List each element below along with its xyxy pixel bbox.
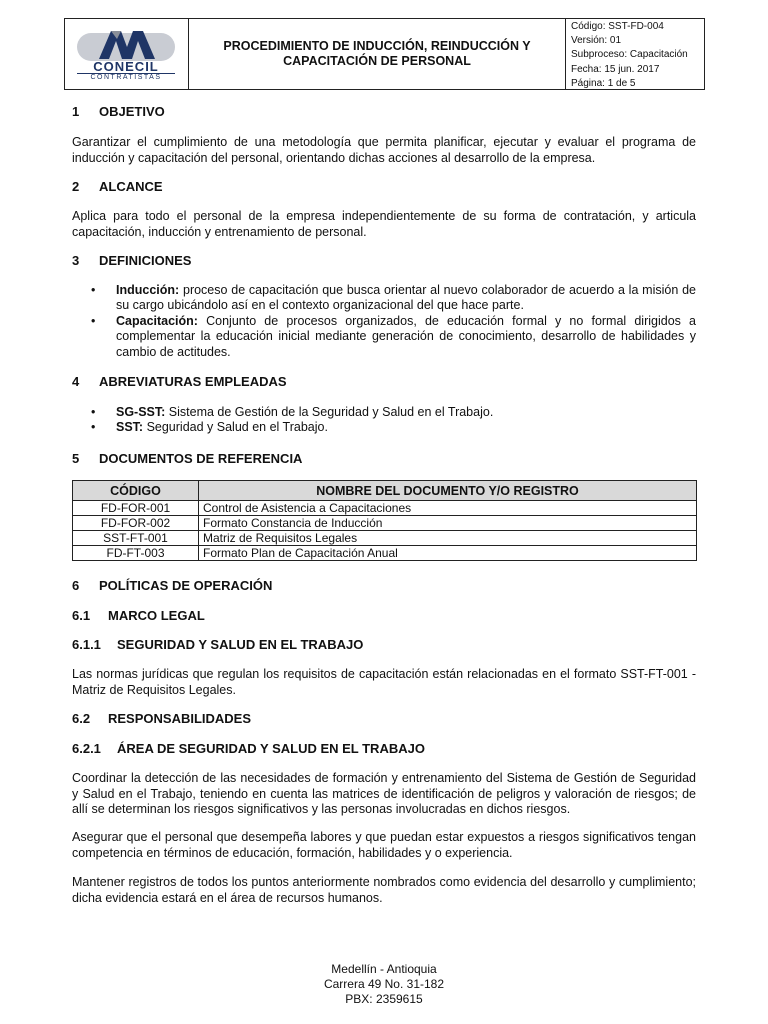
footer-phone: PBX: 2359615 bbox=[345, 992, 423, 1006]
section-title: OBJETIVO bbox=[99, 104, 165, 119]
section-heading-documentos bbox=[72, 451, 302, 466]
cell-name: Control de Asistencia a Capacitaciones bbox=[199, 501, 697, 516]
section-heading-area-sst bbox=[72, 741, 425, 756]
paragraph-coordinar: Coordinar la detección de las necesidades de formación y entrenamiento del Sistema de Gestión de Seguridad y Salud en el Trabajo, teniendo en cuenta las matrices de identificación de peligros y valoración de riesgos; de allí se determinan los riesgos significativos y las personas involucradas en dichos riesgos. bbox=[72, 771, 696, 817]
reference-documents-table bbox=[72, 480, 697, 561]
meta-pagina: Página: 1 de 5 bbox=[571, 77, 636, 89]
list-item bbox=[72, 405, 696, 420]
section-heading-abreviaturas bbox=[72, 374, 287, 389]
section-number: 6.2.1 bbox=[72, 741, 101, 756]
section-heading-objetivo bbox=[72, 104, 165, 119]
logo-subtext: CONTRATISTAS bbox=[77, 73, 175, 81]
cell-name: Formato Plan de Capacitación Anual bbox=[199, 546, 697, 561]
section-title: ABREVIATURAS EMPLEADAS bbox=[99, 374, 287, 389]
section-number: 6.2 bbox=[72, 711, 91, 726]
list-item bbox=[72, 283, 696, 314]
definition-term: Inducción: bbox=[116, 283, 180, 297]
paragraph-asegurar: Asegurar que el personal que desempeña labores y que puedan estar expuestos a riesgos significativos tengan competencia en términos de educación, formación, habilidades y o experiencia. bbox=[72, 830, 696, 860]
abbreviation-term: SST: bbox=[116, 420, 144, 435]
document-footer bbox=[0, 962, 768, 1007]
section-number: 6.1.1 bbox=[72, 637, 101, 652]
document-header bbox=[64, 18, 705, 90]
section-number: 2 bbox=[72, 179, 80, 194]
abbreviation-text: Seguridad y Salud en el Trabajo. bbox=[143, 420, 328, 435]
definitions-list bbox=[72, 283, 696, 360]
abbreviation-term: SG-SST: bbox=[116, 405, 166, 419]
cell-name: Matriz de Requisitos Legales bbox=[199, 531, 697, 546]
section-title: DOCUMENTOS DE REFERENCIA bbox=[99, 451, 303, 466]
section-number: 6.1 bbox=[72, 608, 91, 623]
section-heading-responsabilidades bbox=[72, 711, 251, 726]
paragraph-mantener: Mantener registros de todos los puntos anteriormente nombrados como evidencia del desarrollo y cumplimiento; dicha evidencia estará en el área de recursos humanos. bbox=[72, 875, 696, 905]
list-item bbox=[72, 420, 696, 435]
section-text-alcance: Aplica para todo el personal de la empresa independientemente de su forma de contratación, y articula capacitación, inducción y entrenamiento de personal. bbox=[72, 209, 696, 239]
section-title: SEGURIDAD Y SALUD EN EL TRABAJO bbox=[117, 637, 364, 652]
meta-subproceso: Subproceso: Capacitación bbox=[571, 49, 688, 61]
abbreviation-text: Sistema de Gestión de la Seguridad y Salud en el Trabajo. bbox=[165, 405, 494, 419]
meta-fecha: Fecha: 15 jun. 2017 bbox=[571, 63, 660, 75]
cell-name: Formato Constancia de Inducción bbox=[199, 516, 697, 531]
definition-text: Conjunto de procesos organizados, de educación formal y no formal dirigidos a complementar la educación inicial mediante generación de conocimiento, desarrollo de habilidades y cambio de actitudes. bbox=[116, 313, 696, 359]
section-number: 4 bbox=[72, 374, 80, 389]
section-heading-marco-legal bbox=[72, 608, 205, 623]
bullet-icon: • bbox=[91, 313, 96, 328]
column-header-codigo: CÓDIGO bbox=[73, 481, 199, 501]
bullet-icon: • bbox=[91, 420, 96, 435]
list-item bbox=[72, 314, 696, 360]
document-meta bbox=[566, 19, 704, 89]
section-number: 5 bbox=[72, 451, 80, 466]
section-title: ALCANCE bbox=[99, 179, 163, 194]
section-title: DEFINICIONES bbox=[99, 253, 192, 268]
section-title: RESPONSABILIDADES bbox=[108, 711, 252, 726]
document-title: PROCEDIMIENTO DE INDUCCIÓN, REINDUCCIÓN Y CAPACITACIÓN DE PERSONAL bbox=[189, 19, 566, 89]
section-title: MARCO LEGAL bbox=[108, 608, 205, 623]
section-number: 6 bbox=[72, 578, 80, 593]
logo-cell bbox=[65, 19, 189, 89]
section-title: POLÍTICAS DE OPERACIÓN bbox=[99, 578, 273, 593]
table-row bbox=[73, 516, 697, 531]
section-title: ÁREA DE SEGURIDAD Y SALUD EN EL TRABAJO bbox=[117, 741, 425, 756]
logo-name: CONECIL bbox=[93, 59, 159, 74]
section-heading-politicas bbox=[72, 578, 272, 593]
table-header-row bbox=[73, 481, 697, 501]
meta-version: Versión: 01 bbox=[571, 35, 622, 47]
table-row bbox=[73, 501, 697, 516]
logo-mark-icon bbox=[77, 27, 175, 61]
bullet-icon: • bbox=[91, 405, 96, 419]
section-number: 1 bbox=[72, 104, 80, 119]
cell-code: FD-FT-003 bbox=[73, 546, 199, 561]
cell-code: FD-FOR-001 bbox=[73, 501, 199, 516]
footer-city: Medellín - Antioquia bbox=[331, 962, 437, 976]
company-logo bbox=[77, 27, 175, 83]
cell-code: SST-FT-001 bbox=[73, 531, 199, 546]
bullet-icon: • bbox=[91, 283, 96, 297]
section-number: 3 bbox=[72, 253, 80, 268]
abbreviations-list bbox=[72, 405, 696, 436]
definition-text: proceso de capacitación que busca orientar al nuevo colaborador de acuerdo a la misión de su cargo ubicándolo así en el contexto organizacional del que hace parte. bbox=[116, 283, 696, 313]
section-heading-sst bbox=[72, 637, 363, 652]
cell-code: FD-FOR-002 bbox=[73, 516, 199, 531]
table-row bbox=[73, 546, 697, 561]
footer-address: Carrera 49 No. 31-182 bbox=[323, 977, 445, 991]
definition-term: Capacitación: bbox=[116, 313, 198, 328]
table-row bbox=[73, 531, 697, 546]
section-text-objetivo: Garantizar el cumplimiento de una metodología que permita planificar, ejecutar y evaluar el programa de inducción y capacitación del personal, orientando dichas acciones al desarrollo de la empresa. bbox=[72, 135, 696, 165]
section-heading-definiciones bbox=[72, 253, 191, 268]
section-text-sst: Las normas jurídicas que regulan los requisitos de capacitación están relacionadas en el formato SST-FT-001 - Matriz de Requisitos Legales. bbox=[72, 667, 696, 697]
meta-codigo: Código: SST-FD-004 bbox=[571, 21, 664, 32]
column-header-nombre: NOMBRE DEL DOCUMENTO Y/O REGISTRO bbox=[199, 481, 697, 501]
section-heading-alcance bbox=[72, 179, 163, 194]
